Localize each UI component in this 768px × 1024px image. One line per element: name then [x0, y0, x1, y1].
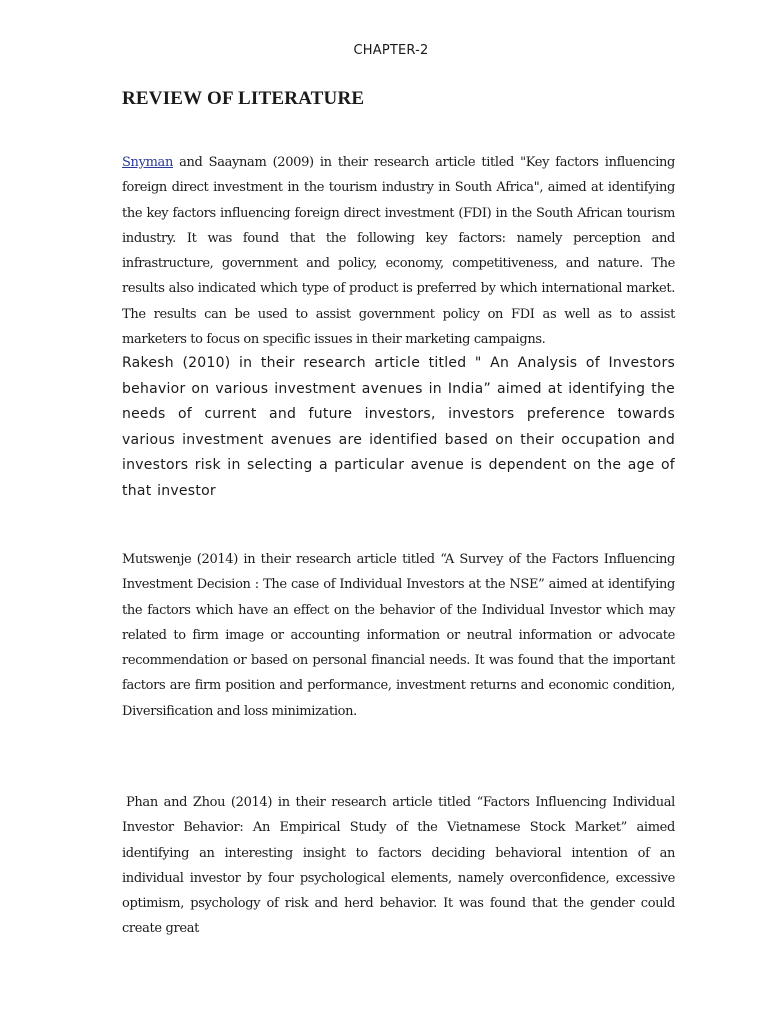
paragraph-snyman	[122, 150, 675, 352]
section-heading: REVIEW OF LITERATURE	[122, 88, 365, 109]
paragraph-mutswenje: Mutswenje (2014) in their research article titled “A Survey of the Factors Influencing Investment Decision : The case of Individual Investors at the NSE” aimed at identifying the factors which have an effect on the behavior of the Individual Investor which may related to firm image or accounting information or neutral information or advocate recommendation or based on personal financial needs. It was found that the important factors are firm position and performance, investment returns and economic condition, Diversification and loss minimization.	[122, 552, 675, 719]
paragraph-rakesh: Rakesh (2010) in their research article titled " An Analysis of Investors behavior on various investment avenues in India” aimed at identifying the needs of current and future investors, investors preference towards various investment avenues are identified based on their occupation and investors risk in selecting a particular avenue is dependent on the age of that investor	[122, 355, 675, 499]
paragraph-phan-zhou: Phan and Zhou (2014) in their research article titled “Factors Influencing Individual Investor Behavior: An Empirical Study of the Vietnamese Stock Market” aimed identifying an interesting insight to factors deciding behavioral intention of an individual investor by four psychological elements, namely overconfidence, excessive optimism, psychology of risk and herd behavior. It was found that the gender could create great	[122, 795, 675, 937]
chapter-label: CHAPTER-2	[353, 43, 429, 58]
author-link-snyman[interactable]: Snyman	[122, 155, 173, 170]
paragraph-snyman-text: and Saaynam (2009) in their research article titled "Key factors influencing foreign direct investment in the tourism industry in South Africa", aimed at identifying the key factors influencing foreign direct investment (FDI) in the South African tourism industry. It was found that the following key factors: namely perception and infrastructure, government and policy, economy, competitiveness, and nature. The results also indicated which type of product is preferred by which international market. The results can be used to assist government policy on FDI as well as to assist marketers to focus on specific issues in their marketing campaigns.	[122, 155, 675, 348]
